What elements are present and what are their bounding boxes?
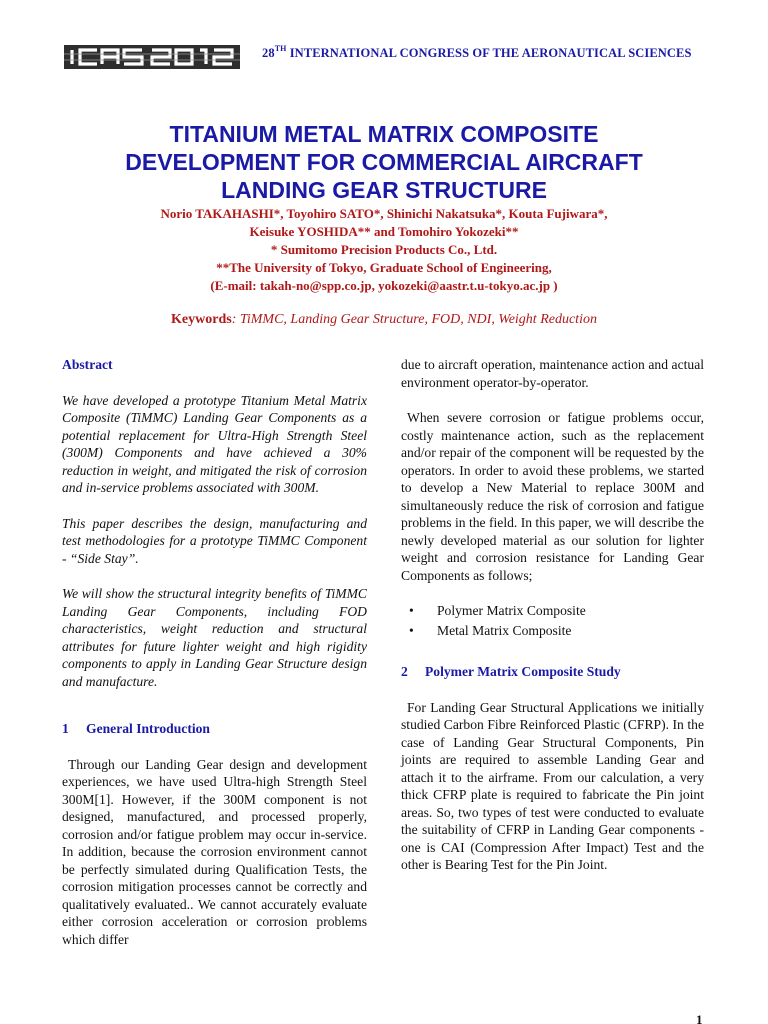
affiliation-2: **The University of Tokyo, Graduate School of Engineering, <box>216 260 552 275</box>
section-2-title: Polymer Matrix Composite Study <box>425 664 621 679</box>
section-2-heading <box>401 663 704 681</box>
affiliation-1: * Sumitomo Precision Products Co., Ltd. <box>270 242 498 257</box>
right-column <box>401 356 704 874</box>
keywords-list: : TiMMC, Landing Gear Structure, FOD, NDI, Weight Reduction <box>231 312 597 327</box>
section-2-paragraph-1: For Landing Gear Structural Applications we initially studied Carbon Fibre Reinforced Plastic (CFRP). In the case of Landing Gear Structural Components, Pin joints are required to assemble Landing Gear and attach it to the airframe. From our calculation, a very thick CFRP plate is required to fabricate the Pin joint areas. So, two types of test were conducted to evaluate the suitability of CFRP in Landing Gear components - one is CAI (Compression After Impact) Test and the other is Bearing Test for the Pin Joint. <box>401 699 704 872</box>
left-column <box>62 356 367 948</box>
author-block <box>40 205 728 295</box>
section-1-title: General Introduction <box>86 721 210 736</box>
page-number: 1 <box>696 1012 703 1024</box>
congress-header <box>262 44 692 61</box>
abstract-paragraph-2: This paper describes the design, manufacturing and test methodologies for a prototype TiMMC Component - “Side Stay”. <box>62 515 367 566</box>
title-line-1: TITANIUM METAL MATRIX COMPOSITE <box>169 121 599 147</box>
material-list <box>401 602 704 639</box>
congress-name: INTERNATIONAL CONGRESS OF THE AERONAUTICAL SCIENCES <box>289 46 692 60</box>
keywords-line <box>40 312 728 328</box>
authors-line-2: Keisuke YOSHIDA** and Tomohiro Yokozeki** <box>249 224 519 239</box>
keywords-label: Keywords <box>171 312 232 327</box>
title-line-2: DEVELOPMENT FOR COMMERCIAL AIRCRAFT <box>125 149 643 175</box>
abstract-paragraph-3: We will show the structural integrity benefits of TiMMC Landing Gear Components, including FOD characteristics, weight reduction and structural attributes for future lighter weight and high rigidity components to apply in Landing Gear Structure design and manufacture. <box>62 586 367 689</box>
section-2-number: 2 <box>401 664 408 679</box>
congress-ordinal-suffix: TH <box>274 44 287 53</box>
logo-text: ICAS 2012 <box>152 62 157 63</box>
icas-2012-logo <box>64 42 240 72</box>
section-1-paragraph-2: When severe corrosion or fatigue problems occur, costly maintenance action, such as the replacement and/or repair of the component will be requested by the operators. In order to avoid these problems, we started to develop a New Material to replace 300M and simultaneously reduce the risk of corrosion and fatigue problems in the field. In this paper, we will describe the newly developed material as our solution for lighter weight and corrosion resistance for Landing Gear Components as follows; <box>401 410 704 583</box>
title-line-3: LANDING GEAR STRUCTURE <box>221 177 547 203</box>
section-1-paragraph-1-continued: due to aircraft operation, maintenance action and actual environment operator-by-operator. <box>401 357 704 390</box>
section-1-paragraph-1: Through our Landing Gear design and development experiences, we have used Ultra-high Strength Steel 300M[1]. However, if the 300M component is not designed, manufactured, and processed properly, corrosion and/or fatigue problem may occur in-service. In addition, because the corrosion environment cannot be perfectly simulated during Qualification Tests, the corrosion mitigation processes cannot be correctly and qualitatively evaluated.. We cannot accurately evaluate either corrosion acceleration or corrosion problems which differ <box>62 756 367 947</box>
abstract-paragraph-1: We have developed a prototype Titanium Metal Matrix Composite (TiMMC) Landing Gear Components as a potential replacement for Ultra-High Strength Steel (300M) Components and have achieved a 30% reduction in weight, and mitigated the risk of corrosion and in-service problems associated with 300M. <box>62 392 367 495</box>
congress-ordinal: 28 <box>262 46 275 60</box>
abstract-heading: Abstract <box>62 357 113 372</box>
authors-line-1: Norio TAKAHASHI*, Toyohiro SATO*, Shinichi Nakatsuka*, Kouta Fujiwara*, <box>160 206 608 221</box>
paper-title <box>60 120 708 204</box>
section-1-heading <box>62 720 367 738</box>
list-item: • Polymer Matrix Composite <box>401 602 704 620</box>
section-1-number: 1 <box>62 721 69 736</box>
list-item: • Metal Matrix Composite <box>401 622 704 640</box>
author-emails: (E-mail: takah-no@spp.co.jp, yokozeki@aastr.t.u-tokyo.ac.jp ) <box>210 278 558 293</box>
